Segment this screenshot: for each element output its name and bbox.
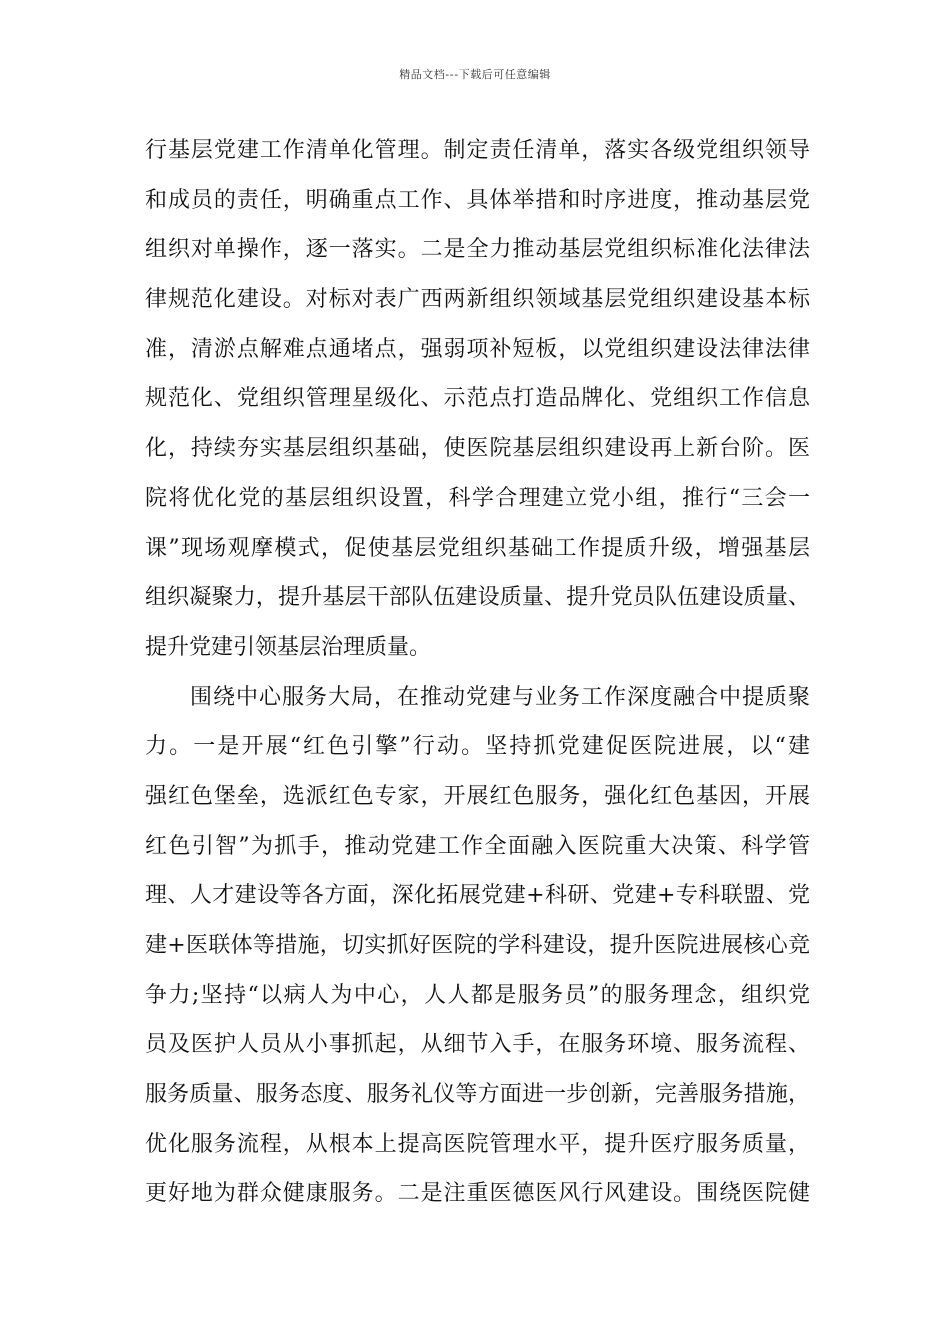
paragraph-2-line: 优化服务流程，从根本上提高医院管理水平，提升医疗服务质量， [145, 1131, 810, 1157]
page-header: 精品文档---下载后可任意编辑 [399, 68, 551, 81]
paragraph-1-line: 组织对单操作，逐一落实。二是全力推动基层党组织标准化法律法 [145, 237, 810, 263]
paragraph-2-line: 理、人才建设等各方面，深化拓展党建+科研、党建+专科联盟、党 [145, 883, 810, 909]
paragraph-1-line: 组织凝聚力，提升基层干部队伍建设质量、提升党员队伍建设质量、 [145, 585, 810, 611]
paragraph-2-line: 围绕中心服务大局，在推动党建与业务工作深度融合中提质聚 [190, 684, 810, 710]
paragraph-1-line: 律规范化建设。对标对表广西两新组织领域基层党组织建设基本标 [145, 287, 810, 313]
paragraph-1-line: 院将优化党的基层组织设置，科学合理建立党小组，推行“三会一 [145, 485, 810, 511]
paragraph-2-line: 服务质量、服务态度、服务礼仪等方面进一步创新，完善服务措施， [145, 1082, 810, 1108]
paragraph-2-line: 力。一是开展“红色引擎”行动。坚持抓党建促医院进展，以“建 [145, 734, 810, 760]
paragraph-2-line: 建+医联体等措施，切实抓好医院的学科建设，提升医院进展核心竞 [145, 933, 810, 958]
paragraph-1-line: 准，清淤点解难点通堵点，强弱项补短板，以党组织建设法律法律 [145, 336, 810, 362]
paragraph-2-line: 争力;坚持“以病人为中心，人人都是服务员”的服务理念，组织党 [145, 982, 810, 1008]
paragraph-1-line: 提升党建引领基层治理质量。 [145, 634, 432, 660]
paragraph-1-line: 化，持续夯实基层组织基础，使医院基层组织建设再上新台阶。医 [145, 436, 810, 462]
document-body [145, 126, 810, 1219]
paragraph-2-line: 员及医护人员从小事抓起，从细节入手，在服务环境、服务流程、 [145, 1032, 810, 1058]
paragraph-1-line: 和成员的责任，明确重点工作、具体举措和时序进度，推动基层党 [145, 187, 810, 213]
paragraph-1-line: 课”现场观摩模式，促使基层党组织基础工作提质升级，增强基层 [145, 535, 810, 561]
paragraph-2-line: 强红色堡垒，选派红色专家，开展红色服务，强化红色基因，开展 [145, 783, 810, 809]
paragraph-2-line: 更好地为群众健康服务。二是注重医德医风行风建设。围绕医院健 [145, 1181, 810, 1207]
paragraph-1-line: 行基层党建工作清单化管理。制定责任清单，落实各级党组织领导 [145, 138, 810, 163]
paragraph-2-line: 红色引智”为抓手，推动党建工作全面融入医院重大决策、科学管 [145, 833, 810, 859]
paragraph-1-line: 规范化、党组织管理星级化、示范点打造品牌化、党组织工作信息 [145, 386, 810, 412]
